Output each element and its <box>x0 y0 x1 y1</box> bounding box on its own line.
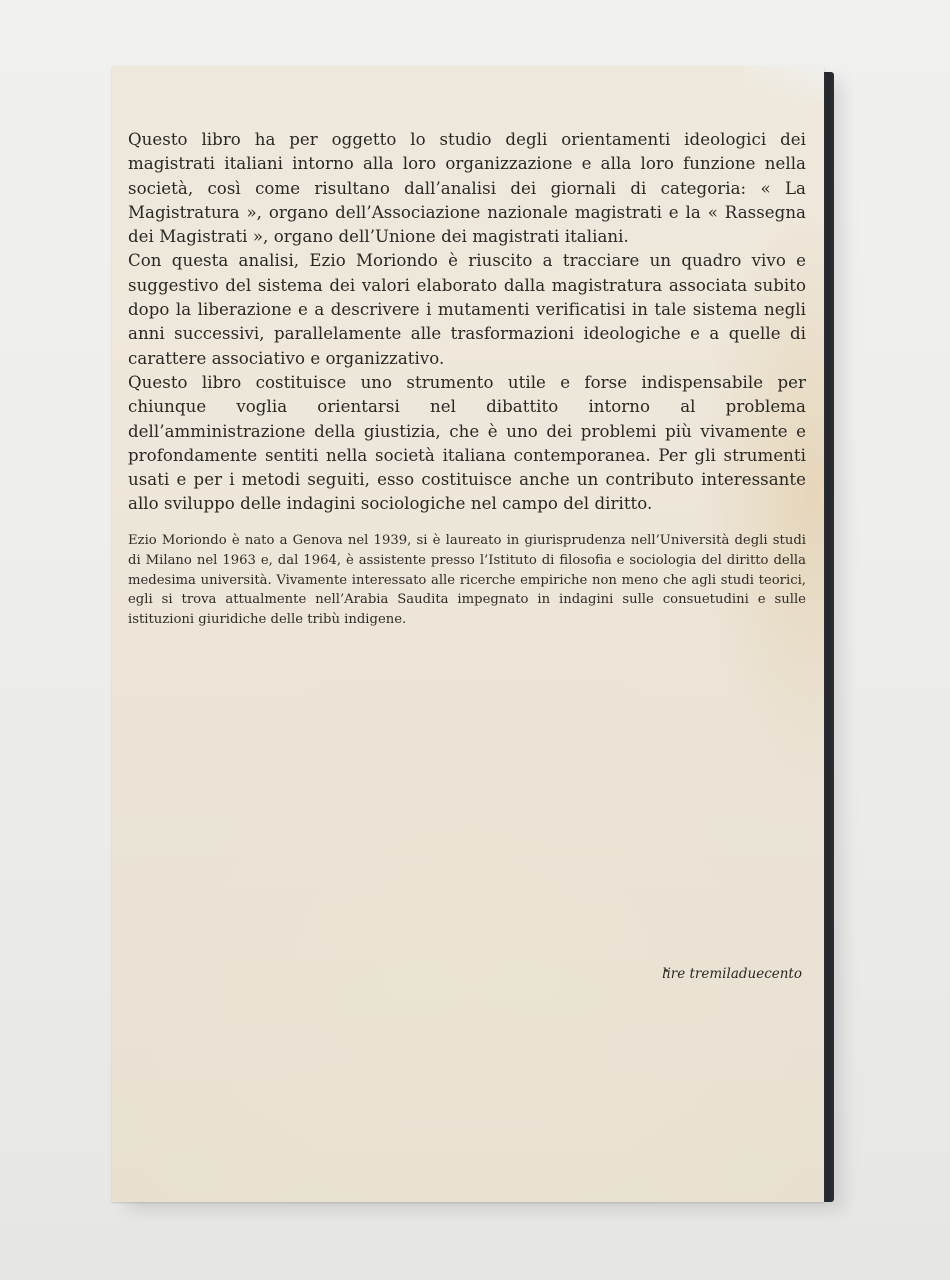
description-block <box>128 128 806 517</box>
book-back-cover <box>112 66 824 1202</box>
price-label: lire tremiladuecento <box>662 966 802 982</box>
description-paragraph-2: Con questa analisi, Ezio Moriondo è riuscito a tracciare un quadro vivo e suggestivo del sistema dei valori elaborato dalla magistratura associata subito dopo la liberazione e a descrivere i mutamenti verificatisi in tale sistema negli anni successivi, parallelamente alle trasformazioni ideologiche e a quelle di carattere associativo e organizzativo. <box>128 251 806 368</box>
author-bio: Ezio Moriondo è nato a Genova nel 1939, si è laureato in giurisprudenza nell’Università degli studi di Milano nel 1963 e, dal 1964, è assistente presso l’Istituto di filosofia e sociologia del diritto della medesima università. Vivamente interessato alle ricerche empiriche non meno che agli studi teorici, egli si trova attualmente nell’Arabia Saudita impegnato in indagini sulle consuetudini e sulle istituzioni giuridiche delle tribù indigene. <box>128 533 806 628</box>
description-paragraph-1: Questo libro ha per oggetto lo studio degli orientamenti ideologici dei magistrati italiani intorno alla loro organizzazione e alla loro funzione nella società, così come risultano dall’analisi dei giornali di categoria: « La Magistratura », organo dell’Associazione nazionale magistrati e la « Rassegna dei Magistrati », organo dell’Unione dei magistrati italiani. <box>128 130 806 247</box>
description-paragraph-3: Questo libro costituisce uno strumento utile e forse indispensabile per chiunque voglia orientarsi nel dibattito intorno al problema dell’amministrazione della giustizia, che è uno dei problemi più vivamente e profondamente sentiti nella società italiana contemporanea. Per gli strumenti usati e per i metodi seguiti, esso costituisce anche un contributo interessante allo sviluppo delle indagini sociologiche nel campo del diritto. <box>128 372 806 514</box>
